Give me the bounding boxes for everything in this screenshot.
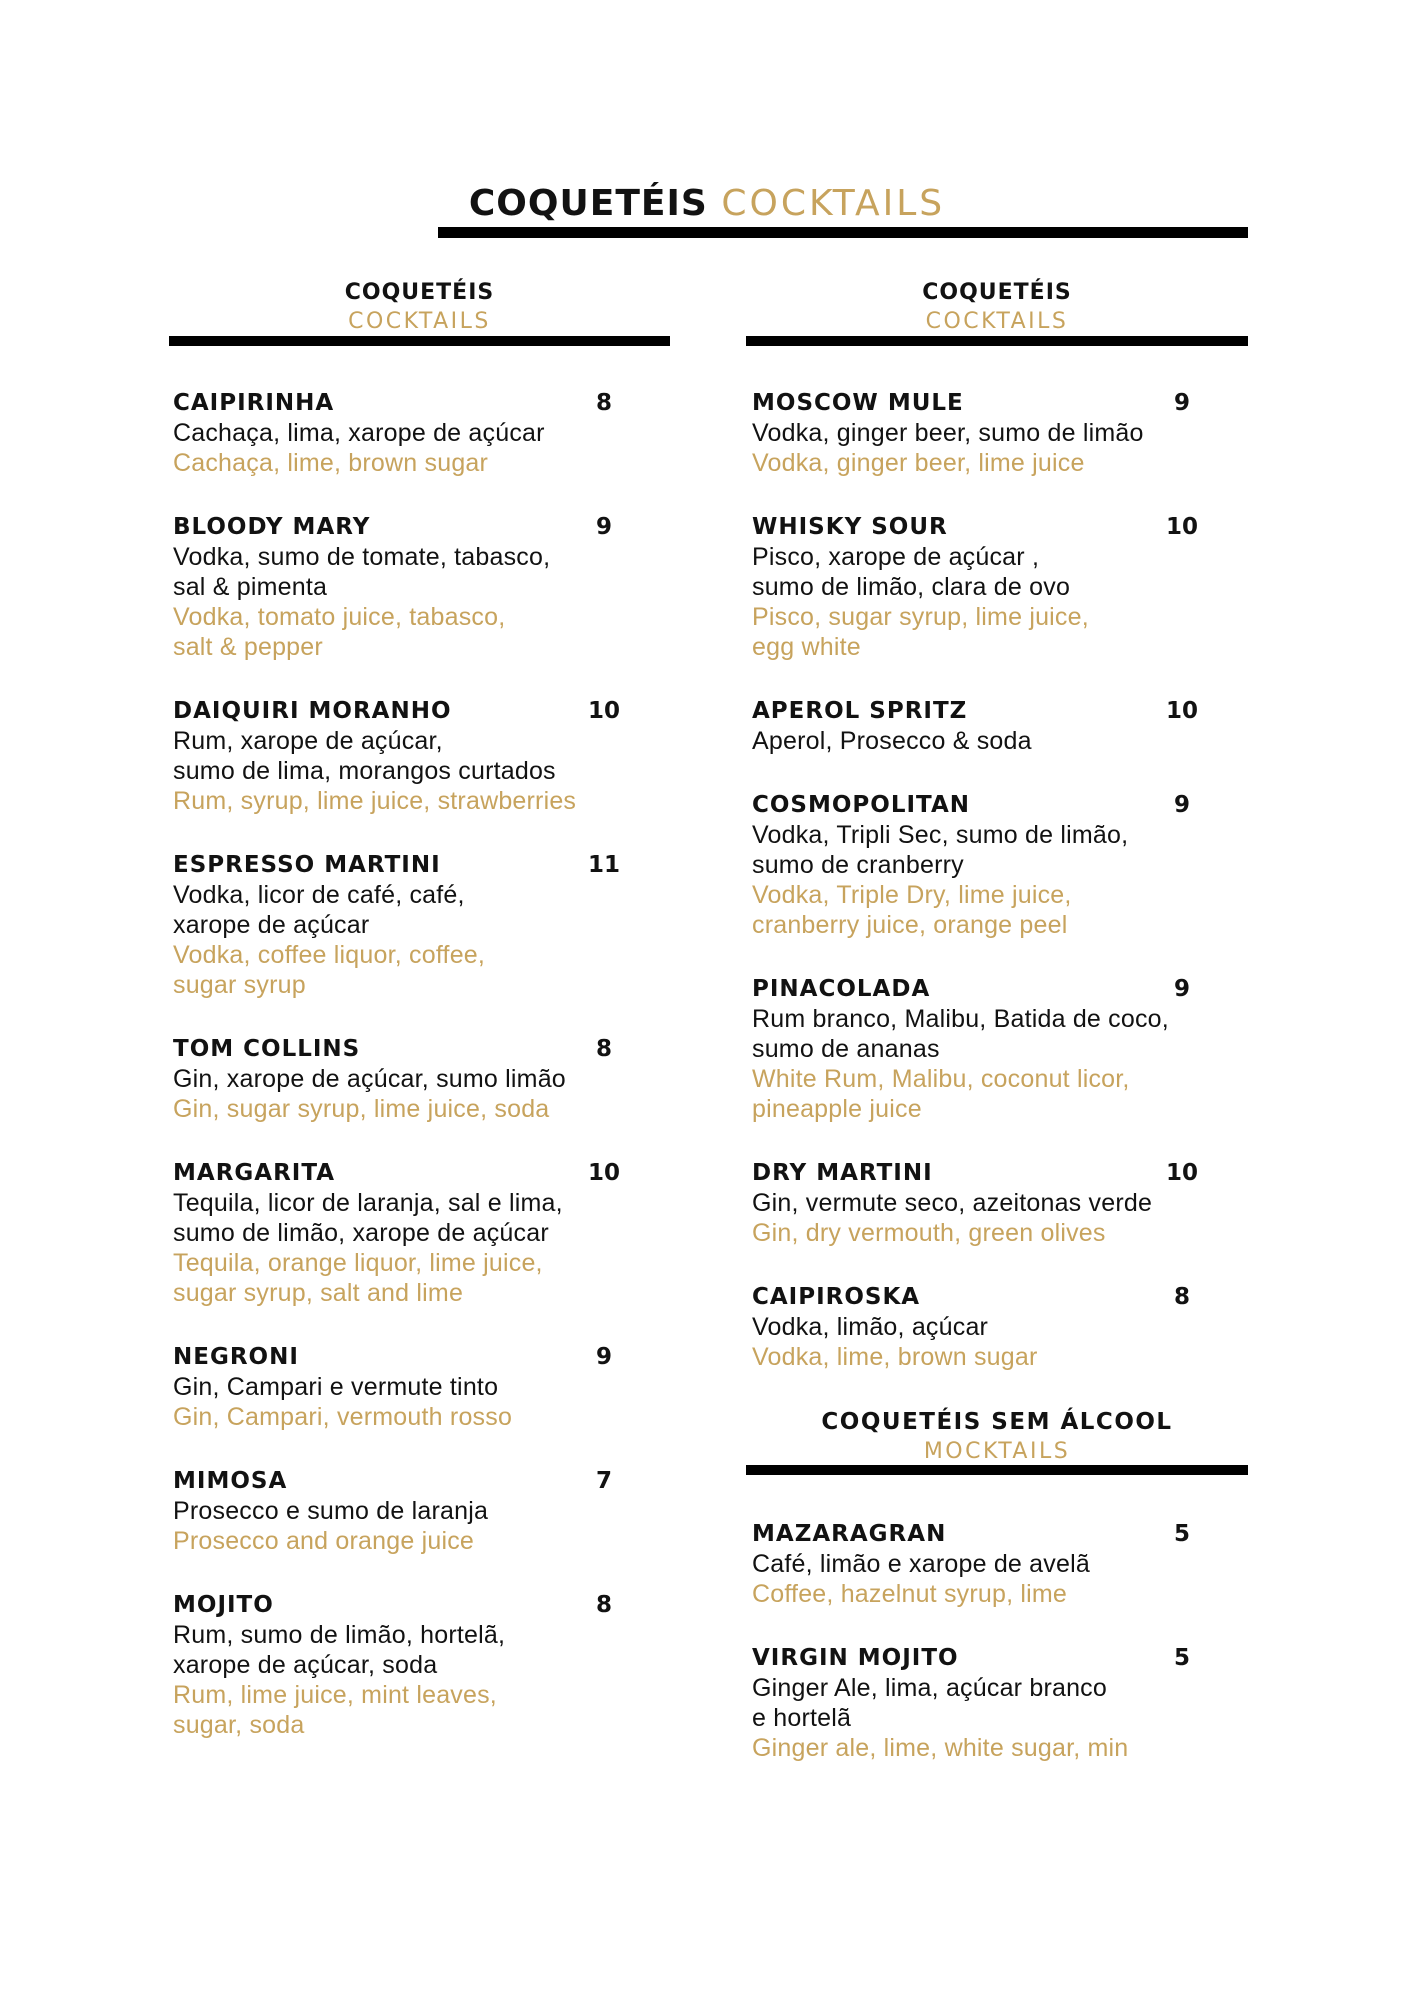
mocktails-header xyxy=(746,1406,1248,1465)
item-desc-pt: sumo de limão, xarope de açúcar xyxy=(173,1219,549,1247)
mocktails-header-en: MOCKTAILS xyxy=(923,1439,1071,1464)
item-desc-en: pineapple juice xyxy=(752,1095,922,1123)
page-title-pt: COQUETÉIS xyxy=(468,183,708,224)
item-desc-pt: Café, limão e xarope de avelã xyxy=(752,1550,1090,1578)
menu-item-mojito xyxy=(169,1590,670,1740)
item-price: 8 xyxy=(595,1036,612,1062)
item-desc-pt: Vodka, Tripli Sec, sumo de limão, xyxy=(752,821,1129,849)
menu-item-caipiroska xyxy=(746,1282,1248,1372)
item-price: 10 xyxy=(1165,1160,1198,1186)
item-price: 9 xyxy=(595,514,612,540)
item-name: MIMOSA xyxy=(173,1468,288,1494)
item-price: 8 xyxy=(595,1592,612,1618)
item-desc-pt: sumo de lima, morangos curtados xyxy=(173,757,556,785)
item-name: APEROL SPRITZ xyxy=(752,698,968,724)
right-header-bar xyxy=(746,336,1248,346)
right-header-pt: COQUETÉIS xyxy=(922,280,1072,305)
item-desc-pt: e hortelã xyxy=(752,1704,852,1732)
menu-item-daiquiri-moranho xyxy=(169,696,670,816)
item-name: MARGARITA xyxy=(173,1160,336,1186)
item-desc-en: salt & pepper xyxy=(173,633,323,661)
item-name: VIRGIN MOJITO xyxy=(752,1645,959,1671)
item-price: 10 xyxy=(587,1160,620,1186)
menu-item-tom-collins xyxy=(169,1034,670,1124)
item-desc-en: sugar syrup xyxy=(173,971,306,999)
item-desc-en: Gin, Campari, vermouth rosso xyxy=(173,1403,513,1431)
item-desc-pt: sumo de ananas xyxy=(752,1035,940,1063)
item-name: TOM COLLINS xyxy=(173,1036,361,1062)
item-desc-en: Rum, lime juice, mint leaves, xyxy=(173,1681,497,1709)
item-desc-pt: xarope de açúcar, soda xyxy=(173,1651,438,1679)
item-desc-pt: Vodka, licor de café, café, xyxy=(173,881,465,909)
menu-item-cosmopolitan xyxy=(746,790,1248,940)
item-price: 7 xyxy=(595,1468,612,1494)
item-desc-pt: sumo de cranberry xyxy=(752,851,964,879)
item-price: 9 xyxy=(1173,792,1190,818)
menu-item-virgin-mojito xyxy=(746,1643,1248,1763)
item-name: WHISKY SOUR xyxy=(752,514,948,540)
item-desc-en: Gin, dry vermouth, green olives xyxy=(752,1219,1106,1247)
item-price: 8 xyxy=(595,390,612,416)
menu-item-whisky-sour xyxy=(746,512,1248,662)
item-desc-pt: Tequila, licor de laranja, sal e lima, xyxy=(173,1189,563,1217)
item-desc-en: Prosecco and orange juice xyxy=(173,1527,475,1555)
menu-item-dry-martini xyxy=(746,1158,1248,1248)
item-price: 5 xyxy=(1173,1645,1190,1671)
item-desc-pt: Rum, sumo de limão, hortelã, xyxy=(173,1621,506,1649)
item-name: CAIPIRINHA xyxy=(173,390,335,416)
item-name: DRY MARTINI xyxy=(752,1160,933,1186)
item-desc-en: Coffee, hazelnut syrup, lime xyxy=(752,1580,1068,1608)
item-price: 10 xyxy=(1165,698,1198,724)
item-desc-pt: Gin, Campari e vermute tinto xyxy=(173,1373,499,1401)
item-desc-en: egg white xyxy=(752,633,861,661)
item-desc-en: Cachaça, lime, brown sugar xyxy=(173,449,489,477)
item-desc-pt: Vodka, sumo de tomate, tabasco, xyxy=(173,543,551,571)
item-desc-pt: xarope de açúcar xyxy=(173,911,370,939)
item-name: CAIPIROSKA xyxy=(752,1284,921,1310)
column-cocktails-left xyxy=(169,277,670,1774)
menu-header xyxy=(0,182,1414,226)
item-desc-en: Vodka, ginger beer, lime juice xyxy=(752,449,1085,477)
item-price: 9 xyxy=(1173,976,1190,1002)
menu-item-negroni xyxy=(169,1342,670,1432)
item-desc-en: cranberry juice, orange peel xyxy=(752,911,1068,939)
item-desc-en: sugar syrup, salt and lime xyxy=(173,1279,464,1307)
menu-item-espresso-martini xyxy=(169,850,670,1000)
item-desc-en: Vodka, tomato juice, tabasco, xyxy=(173,603,506,631)
item-desc-pt: Pisco, xarope de açúcar , xyxy=(752,543,1040,571)
item-price: 9 xyxy=(595,1344,612,1370)
item-name: NEGRONI xyxy=(173,1344,299,1370)
item-desc-en: Vodka, coffee liquor, coffee, xyxy=(173,941,486,969)
left-header-bar xyxy=(169,336,670,346)
page-title-en: COCKTAILS xyxy=(721,183,946,224)
item-price: 8 xyxy=(1173,1284,1190,1310)
item-desc-en: Pisco, sugar syrup, lime juice, xyxy=(752,603,1089,631)
item-desc-pt: Ginger Ale, lima, açúcar branco xyxy=(752,1674,1107,1702)
item-desc-en: Rum, syrup, lime juice, strawberries xyxy=(173,787,577,815)
item-desc-pt: Rum branco, Malibu, Batida de coco, xyxy=(752,1005,1169,1033)
menu-item-bloody-mary xyxy=(169,512,670,662)
item-desc-pt: Gin, xarope de açúcar, sumo limão xyxy=(173,1065,566,1093)
page-title xyxy=(0,182,1414,226)
item-price: 9 xyxy=(1173,390,1190,416)
item-name: PINACOLADA xyxy=(752,976,931,1002)
left-column-header xyxy=(169,277,670,336)
item-desc-pt: sumo de limão, clara de ovo xyxy=(752,573,1071,601)
right-column-header xyxy=(746,277,1248,336)
item-desc-pt: sal & pimenta xyxy=(173,573,328,601)
item-desc-en: sugar, soda xyxy=(173,1711,305,1739)
item-desc-en: Tequila, orange liquor, lime juice, xyxy=(173,1249,543,1277)
item-desc-en: Gin, sugar syrup, lime juice, soda xyxy=(173,1095,550,1123)
item-desc-en: White Rum, Malibu, coconut licor, xyxy=(752,1065,1130,1093)
menu-item-mazaragran xyxy=(746,1519,1248,1609)
item-name: MAZARAGRAN xyxy=(752,1521,947,1547)
item-desc-pt: Rum, xarope de açúcar, xyxy=(173,727,443,755)
item-name: ESPRESSO MARTINI xyxy=(173,852,441,878)
item-desc-en: Vodka, Triple Dry, lime juice, xyxy=(752,881,1072,909)
menu-item-aperol-spritz xyxy=(746,696,1248,756)
item-name: DAIQUIRI MORANHO xyxy=(173,698,452,724)
menu-item-caipirinha xyxy=(169,388,670,478)
item-desc-en: Ginger ale, lime, white sugar, min xyxy=(752,1734,1129,1762)
item-price: 11 xyxy=(587,852,620,878)
item-price: 5 xyxy=(1173,1521,1190,1547)
item-price: 10 xyxy=(1165,514,1198,540)
menu-item-margarita xyxy=(169,1158,670,1308)
item-name: MOJITO xyxy=(173,1592,274,1618)
title-underline-bar xyxy=(438,227,1248,238)
menu-item-moscow-mule xyxy=(746,388,1248,478)
column-cocktails-right xyxy=(746,277,1248,1797)
item-name: BLOODY MARY xyxy=(173,514,371,540)
item-desc-pt: Prosecco e sumo de laranja xyxy=(173,1497,489,1525)
menu-item-pinacolada xyxy=(746,974,1248,1124)
item-desc-pt: Aperol, Prosecco & soda xyxy=(752,727,1032,755)
mocktails-header-pt: COQUETÉIS SEM ÁLCOOL xyxy=(821,1409,1173,1435)
left-header-en: COCKTAILS xyxy=(348,309,491,334)
right-header-en: COCKTAILS xyxy=(925,309,1069,334)
item-desc-en: Vodka, lime, brown sugar xyxy=(752,1343,1038,1371)
mocktails-header-bar xyxy=(746,1465,1248,1475)
menu-item-mimosa xyxy=(169,1466,670,1556)
item-desc-pt: Vodka, ginger beer, sumo de limão xyxy=(752,419,1144,447)
item-desc-pt: Vodka, limão, açúcar xyxy=(752,1313,989,1341)
left-header-pt: COQUETÉIS xyxy=(344,280,495,305)
item-name: MOSCOW MULE xyxy=(752,390,964,416)
item-desc-pt: Gin, vermute seco, azeitonas verde xyxy=(752,1189,1153,1217)
item-name: COSMOPOLITAN xyxy=(752,792,971,818)
item-desc-pt: Cachaça, lima, xarope de açúcar xyxy=(173,419,545,447)
item-price: 10 xyxy=(587,698,620,724)
